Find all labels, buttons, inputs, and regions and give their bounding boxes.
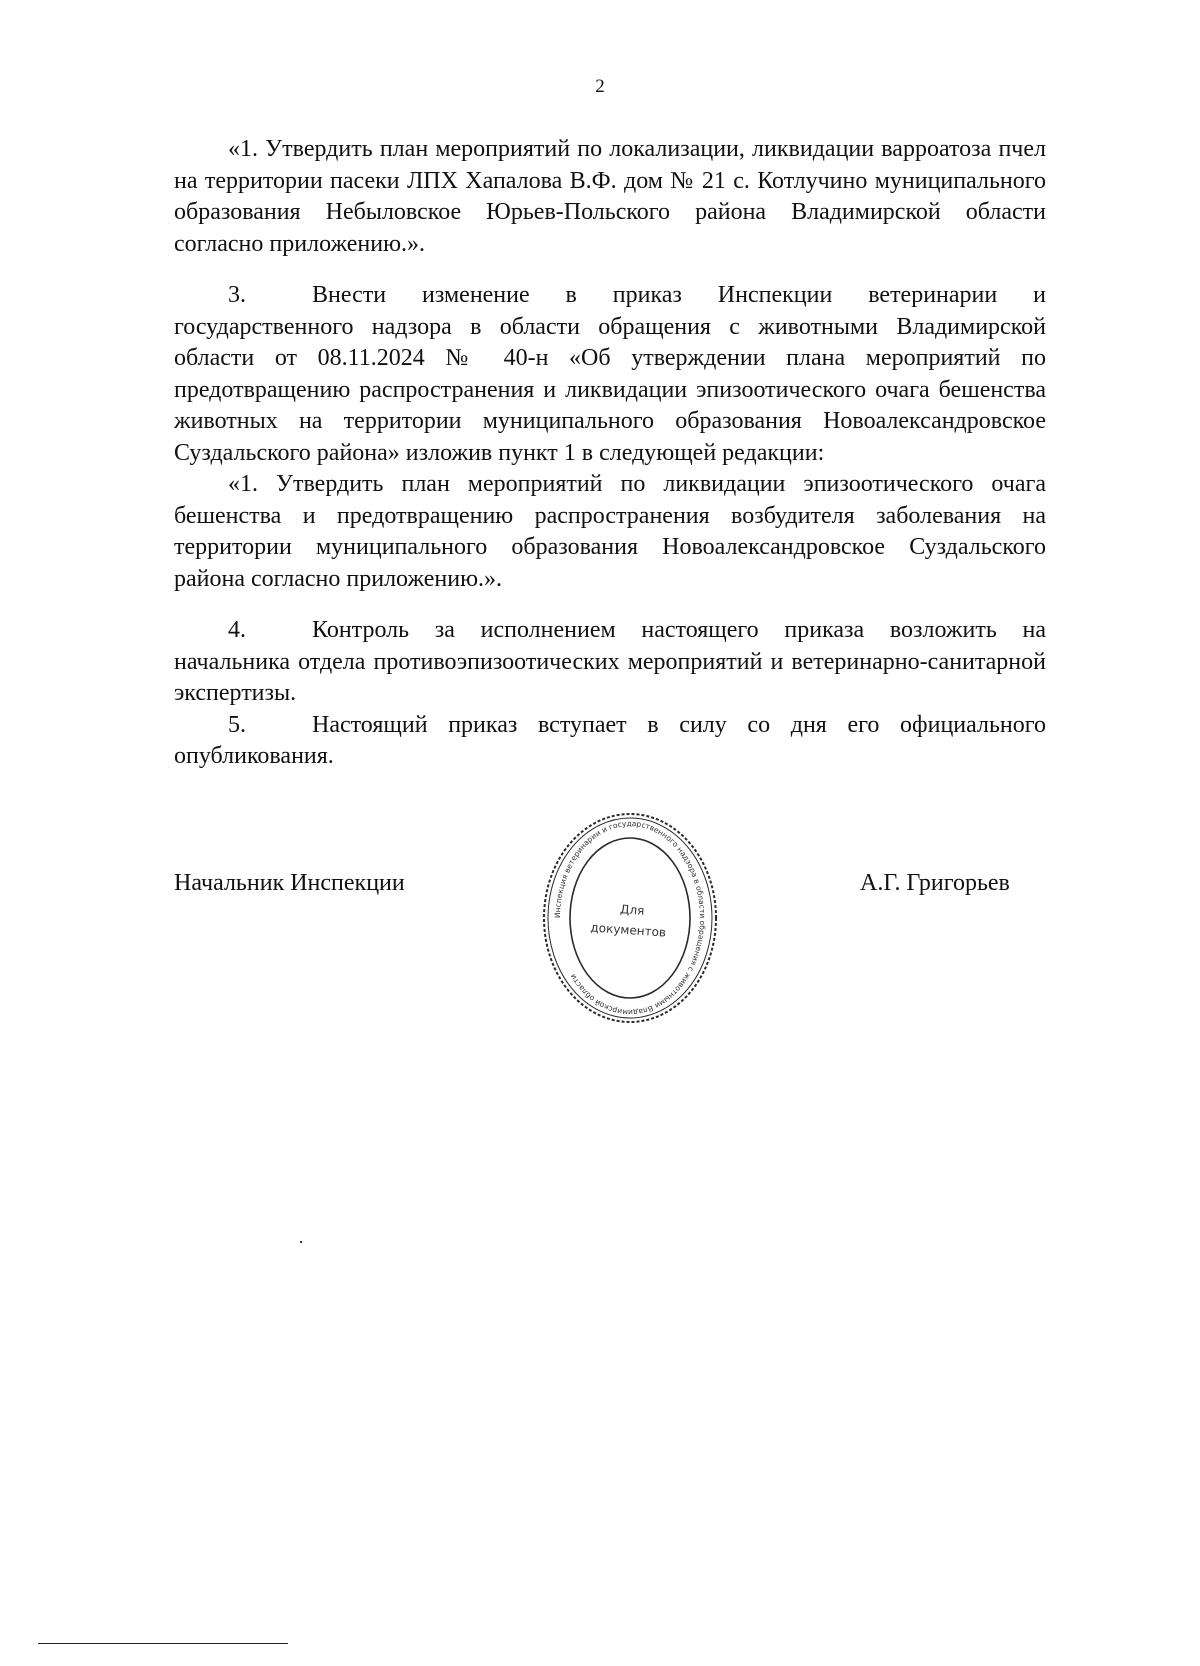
paragraph-3-text: Внести изменение в приказ Инспекции ветеринарии и государственного надзора в области обращения с животными Владимирской области от 08.11.2024 № 40-н «Об утверждении плана мероприятий по предотвращению распространения и ликвидации эпизоотического очага бешенства животных на территории муниципального образования Новоалександровское Суздальского района» изложив пункт 1 в следующей редакции: (174, 282, 1046, 466)
footnote-divider (38, 1643, 288, 1644)
paragraph-5 (174, 710, 1046, 773)
stamp-center-text-1: Для (619, 902, 645, 918)
item-number-3: 3. (228, 282, 246, 308)
document-body (174, 134, 1046, 773)
stamp-outer-ring-inner (548, 818, 712, 1018)
stamp-ring-text: Инспекция ветеринарии и государственного надзора в области обращения с животными Владимирской области (552, 818, 708, 1018)
page-number: 2 (595, 76, 605, 97)
paragraph-4 (174, 615, 1046, 710)
stamp-center-text-2: документов (590, 920, 667, 940)
official-stamp (540, 810, 720, 1030)
stray-mark (300, 1241, 302, 1243)
paragraph-3 (174, 280, 1046, 469)
stamp-inner-ring (570, 838, 690, 998)
item-number-4: 4. (228, 617, 246, 643)
signer-name: А.Г. Григорьев (860, 870, 1010, 896)
paragraph-5-text: Настоящий приказ вступает в силу со дня его официального опубликования. (174, 711, 1046, 769)
item-number-5: 5. (228, 711, 246, 738)
paragraph-4-text: Контроль за исполнением настоящего приказа возложить на начальника отдела противоэпизоотических мероприятий и ветеринарно-санитарной экспертизы. (174, 617, 1046, 706)
paragraph-3-quote: «1. Утвердить план мероприятий по ликвидации эпизоотического очага бешенства и предотвращению распространения возбудителя заболевания на территории муниципального образования Новоалександровское Суздальского района согласно приложению.». (174, 471, 1046, 592)
paragraph-quote-1: «1. Утвердить план мероприятий по локализации, ликвидации варроатоза пчел на территории пасеки ЛПХ Хапалова В.Ф. дом № 21 с. Котлучино муниципального образования Небыловское Юрьев-Польского района Владимирской области согласно приложению.». (174, 136, 1046, 257)
signer-title: Начальник Инспекции (174, 870, 405, 896)
